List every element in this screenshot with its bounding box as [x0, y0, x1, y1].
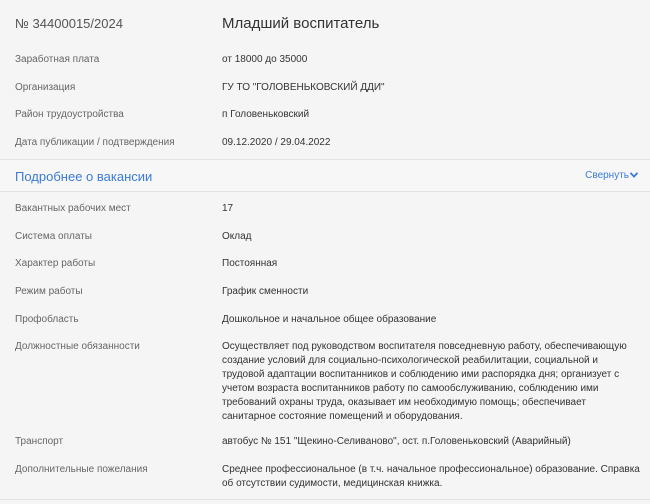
- chevron-down-icon: [630, 172, 638, 178]
- duties-label: Должностные обязанности: [15, 341, 140, 352]
- transport-value: автобус № 151 "Щекино-Селиваново", ост. п.Головеньковский (Аварийный): [222, 436, 571, 447]
- salary-value: от 18000 до 35000: [222, 54, 308, 65]
- work-type-value: Постоянная: [222, 258, 278, 269]
- district-value: п Головеньковский: [222, 109, 310, 120]
- duties-value: Осуществляет под руководством воспитателя повседневную работу, обеспечивающую создание условий для социально-психологической реабилитации, социальной и трудовой адаптации воспитанников и соблюдению ими распорядка дня; организует с учетом возраста воспитанников работу по самообслуживанию, соблюдению ими требований охраны труда, оказывает им необходимую помощь; обеспечивает санитарное состояние помещений и оборудования.: [222, 341, 627, 422]
- transport-label: Транспорт: [15, 436, 64, 447]
- organization-label: Организация: [15, 82, 76, 93]
- dates-value: 09.12.2020 / 29.04.2022: [222, 137, 331, 148]
- vacancy-number: № 34400015/2024: [15, 16, 123, 31]
- schedule-label: Режим работы: [15, 286, 83, 297]
- field-value: Дошкольное и начальное общее образование: [222, 314, 437, 325]
- dates-label: Дата публикации / подтверждения: [15, 137, 175, 148]
- field-label: Профобласть: [15, 314, 79, 325]
- collapse-label: Свернуть: [585, 170, 629, 181]
- schedule-value: График сменности: [222, 286, 309, 297]
- requirements-value: Среднее профессиональное (в т.ч. начальное профессиональное) образование. Справка об отсутствии судимости, медицинская книжка.: [222, 464, 640, 489]
- district-label: Район трудоустройства: [15, 109, 124, 120]
- vacancy-title: Младший воспитатель: [222, 15, 380, 32]
- payment-label: Система оплаты: [15, 231, 92, 242]
- requirements-label: Дополнительные пожелания: [15, 464, 148, 475]
- bottom-divider: [0, 499, 650, 500]
- details-section-title: Подробнее о вакансии: [15, 169, 153, 184]
- vacancy-header: [0, 0, 650, 46]
- details-section-header: [0, 159, 650, 192]
- work-type-label: Характер работы: [15, 258, 96, 269]
- collapse-button[interactable]: [585, 170, 638, 181]
- vacancies-value: 17: [222, 203, 234, 214]
- salary-label: Заработная плата: [15, 54, 100, 65]
- organization-value: ГУ ТО "ГОЛОВЕНЬКОВСКИЙ ДДИ": [222, 82, 385, 93]
- vacancies-label: Вакантных рабочих мест: [15, 203, 131, 214]
- payment-value: Оклад: [222, 231, 252, 242]
